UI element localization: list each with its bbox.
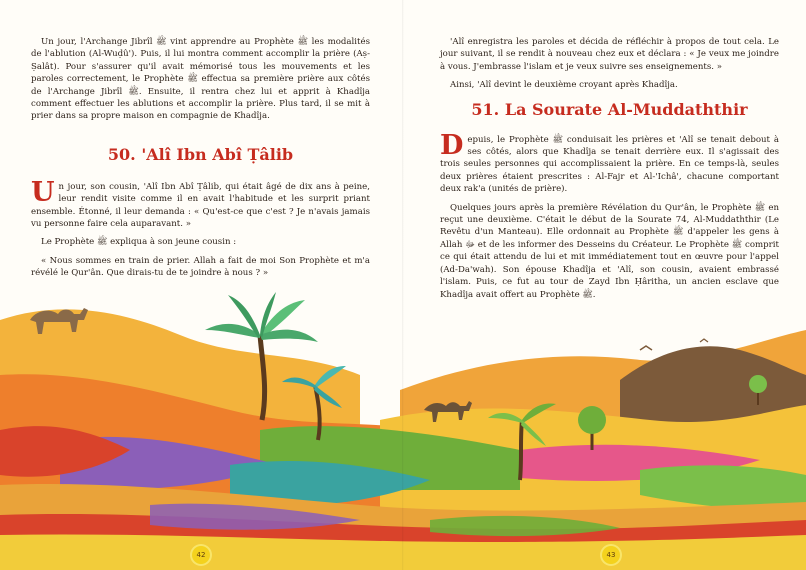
left-paragraph-1: Un jour, l'Archange Jibrîl ﷺ vint apprendre au Prophète ﷺ les modalités de l'ablution (Al-Wuḍû'). Puis, il lui montra comment accomplir la prière (Aṣ-Ṣalât). Pour s'assurer qu'il avait mémorisé tous les mouvements et les paroles correctement, le Prophète ﷺ effectua sa première prière aux côtés de l'Archange Jibrîl ﷺ. Ensuite, il rentra chez lui et apprit à Khadîja comment effectuer les ablutions et accomplir la prière. Plus tard, il se mit à prier dans sa propre maison en compagnie de Khadîja. [31, 37, 371, 122]
left-paragraph-4: « Nous sommes en train de prier. Allah a fait de moi Son Prophète et m'a révélé le Qur'ân. Que dirais-tu de te joindre à nous ? » [31, 255, 370, 279]
left-paragraph-2 [31, 176, 370, 231]
dropcap-u: U [31, 176, 55, 208]
right-paragraph-3-text: epuis, le Prophète ﷺ conduisait les prières et 'Alî se tenait debout à ses côtés, alors que Khadîja se tenait derrière eux. Il s'agissait des trois seules personnes qui accomplissaient la prière. En ce temps-là, seules deux prières étaient prescrites : Al-Fajr et Al-'Ichâ', chacune comportant deux rak'a (unités de prière). [440, 134, 779, 195]
left-page-text [31, 36, 370, 286]
left-paragraph-2-text: n jour, son cousin, 'Alî Ibn Abî Ṭâlib, qui était âgé de dix ans à peine, leur rendit visite comme il en avait l'habitude et les surprit priant ensemble. Étonné, il leur demanda : « Qu'est-ce que c'est ? Je n'avais jamais vu personne faire cela auparavant. » [31, 181, 370, 230]
dropcap-d: D [440, 129, 464, 161]
right-paragraph-3 [440, 129, 779, 196]
chapter-title-51: 51. La Sourate Al-Muddaththir [471, 99, 748, 119]
page-number-right: 43 [602, 546, 620, 564]
right-page-text [440, 36, 779, 307]
right-paragraph-1: 'Alî enregistra les paroles et décida de réfléchir à propos de tout cela. Le jour suivant, il se rendit à nouveau chez eux et déclara : « Je veux me joindre à vous. J'embrasse l'islam et je veux suivre ses enseignements. » [440, 37, 779, 72]
right-paragraph-2: Ainsi, 'Alî devint le deuxième croyant après Khadîja. [450, 80, 678, 91]
right-paragraph-4: Quelques jours après la première Révélation du Qur'ân, le Prophète ﷺ en reçut une deuxième. C'était le début de la Sourate 74, Al-Muddaththir (Le Revêtu d'un Manteau). Elle ordonnait au Prophète ﷺ d'appeler les gens à Allah ﷻ et de les informer des Desseins du Créateur. Le Prophète ﷺ comprit ce qui était attendu de lui et mit immédiatement tout en œuvre pour l'appel (Ad-Da'wah). Son épouse Khadîja et 'Alî, son cousin, avaient embrassé l'islam. Puis, ce fut au tour de Zayd Ibn Ḥâritha, un ancien esclave que Khadîja avait offert au Prophète ﷺ. [440, 202, 779, 300]
page-number-left: 42 [192, 546, 210, 564]
chapter-title-50: 50. 'Alî Ibn Abî Ṭâlib [107, 144, 294, 164]
book-gutter [402, 0, 404, 570]
left-paragraph-3: Le Prophète ﷺ expliqua à son jeune cousin : [41, 237, 237, 248]
